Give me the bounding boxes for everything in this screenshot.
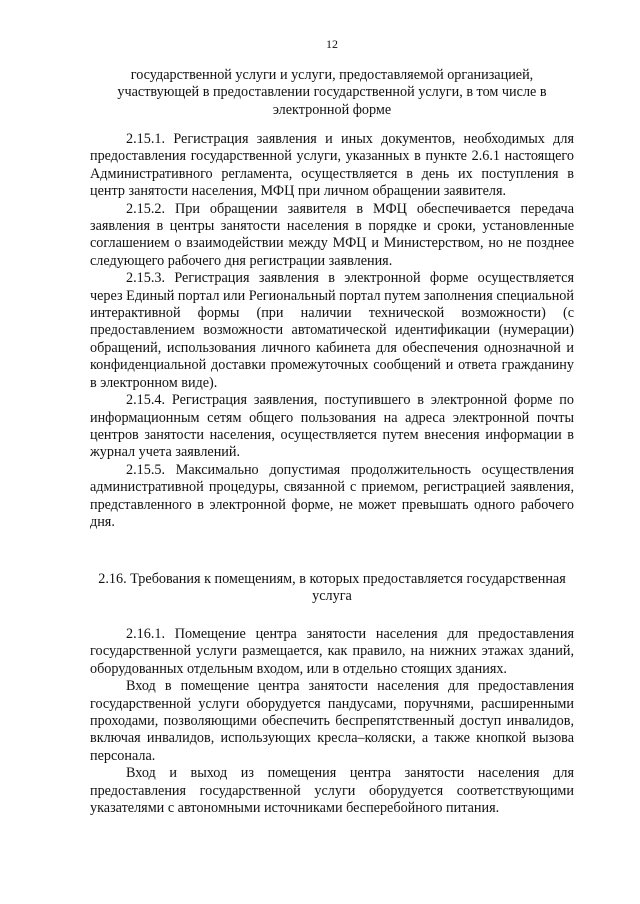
section-heading-continued: государственной услуги и услуги, предоставляемой организацией, участвующей в предоставлении государственной услуги, в том числе в электронной форме (117, 67, 547, 118)
section-2-16-body (90, 626, 574, 817)
page-number: 12 (326, 37, 338, 51)
paragraph-2-15-4: 2.15.4. Регистрация заявления, поступившего в электронной форме по информационным сетям общего пользования на адреса электронной почты центров занятости населения, осуществляется путем внесения информации в журнал учета заявлений. (90, 392, 574, 461)
section-2-15-body (90, 131, 574, 531)
section-heading-2-16: 2.16. Требования к помещениям, в которых предоставляется государственная услуга (98, 571, 566, 605)
paragraph-2-15-2: 2.15.2. При обращении заявителя в МФЦ обеспечивается передача заявления в центры занятости населения в порядке и сроки, установленные соглашением о взаимодействии между МФЦ и Министерством, но не позднее следующего рабочего дня регистрации заявления. (90, 200, 574, 269)
paragraph-2-15-5: 2.15.5. Максимально допустимая продолжительность осуществления административной процедуры, связанной с приемом, регистрацией заявления, представленного в электронной форме, не может превышать одного рабочего дня. (90, 461, 574, 530)
paragraph-2-16-1: 2.16.1. Помещение центра занятости населения для предоставления государственной услуги размещается, как правило, на нижних этажах зданий, оборудованных отдельным входом, или в отдельно стоящих зданиях. (90, 626, 574, 677)
paragraph-entrance-exit-signage: Вход и выход из помещения центра занятости населения для предоставления государственной услуги оборудуется соответствующими указателями с автономными источниками бесперебойного питания. (90, 765, 574, 817)
paragraph-2-15-3: 2.15.3. Регистрация заявления в электронной форме осуществляется через Единый портал или Региональный портал путем заполнения специальной интерактивной формы (при наличии технической возможности) (с предоставлением возможности автоматической идентификации (нумерации) обращений, использования личного кабинета для обеспечения однозначной и конфиденциальной доставки промежуточных сообщений и ответа гражданину в электронном виде). (90, 270, 574, 391)
paragraph-entrance-equipment: Вход в помещение центра занятости населения для предоставления государственной услуги оборудуется пандусами, поручнями, расширенными проходами, позволяющими обеспечить беспрепятственный доступ инвалидов, включая инвалидов, использующих кресла–коляски, а также кнопкой вызова персонала. (90, 678, 574, 764)
paragraph-2-15-1: 2.15.1. Регистрация заявления и иных документов, необходимых для предоставления государственной услуги, указанных в пункте 2.6.1 настоящего Административного регламента, осуществляется в день их поступления в центр занятости населения, МФЦ при личном обращении заявителя. (90, 131, 574, 200)
